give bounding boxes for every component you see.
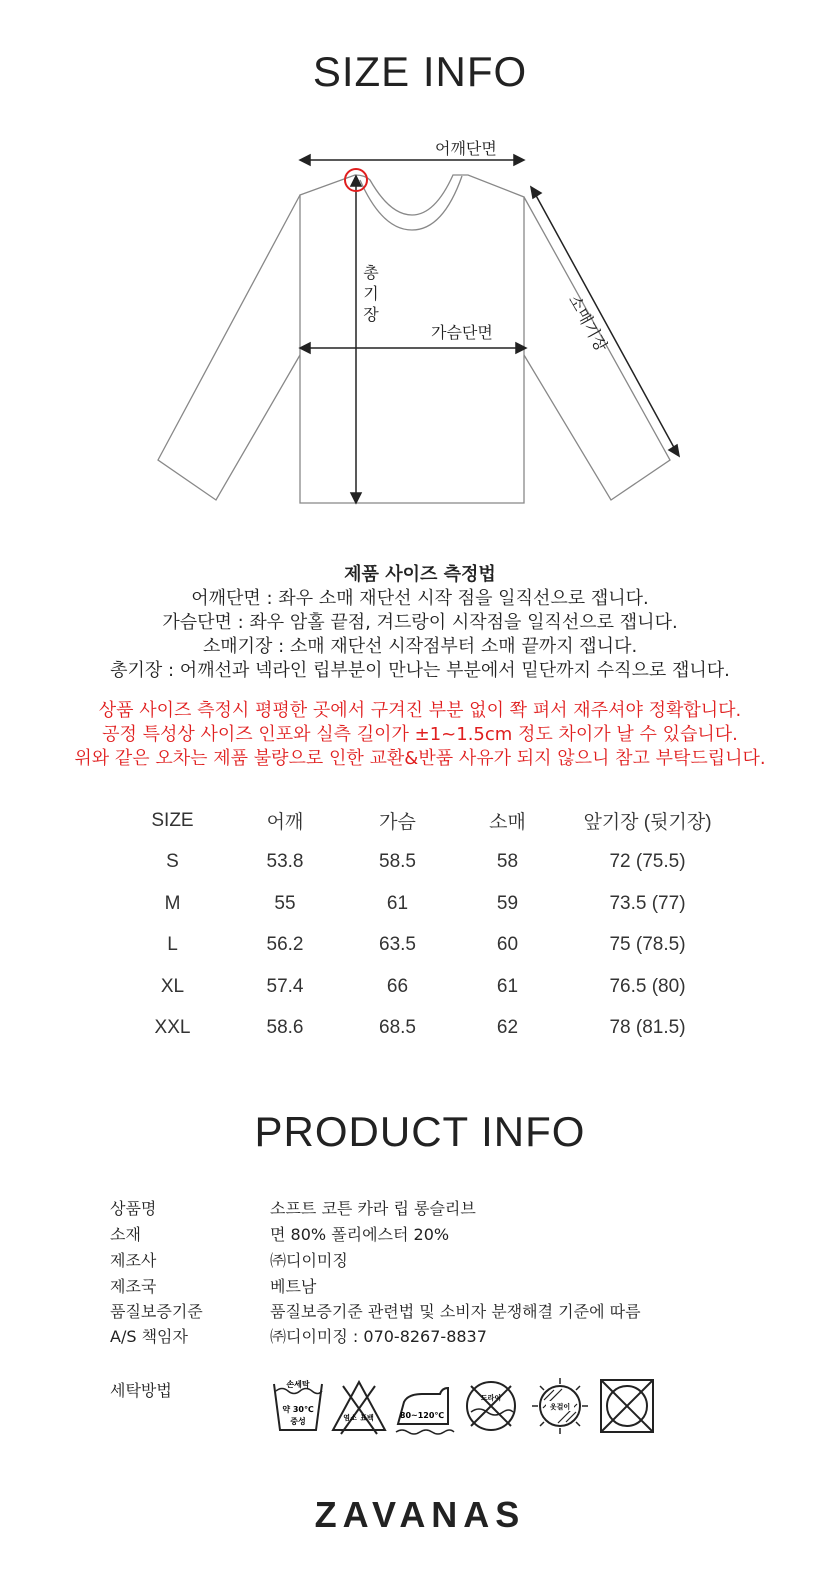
no-bleach-icon bbox=[329, 1376, 389, 1436]
table-cell: 58.6 bbox=[266, 1017, 304, 1039]
table-cell: 63.5 bbox=[379, 934, 416, 956]
table-row bbox=[115, 883, 735, 925]
table-cell: 66 bbox=[386, 975, 409, 997]
header-cell: 가슴 bbox=[379, 812, 416, 834]
shirt-outline bbox=[150, 140, 690, 510]
info-key: 제조사 bbox=[110, 1251, 157, 1270]
table-cell: 58 bbox=[496, 851, 519, 873]
header-cell: 소매 bbox=[489, 812, 526, 834]
info-value: 소프트 코튼 카라 립 롱슬리브 bbox=[270, 1199, 476, 1218]
info-value: ㈜디이미징 bbox=[270, 1251, 348, 1270]
info-value: 품질보증기준 관련법 및 소비자 분쟁해결 기준에 따름 bbox=[270, 1302, 641, 1321]
table-cell: 59 bbox=[496, 892, 519, 914]
care-text: 옷걸이 bbox=[549, 1403, 571, 1411]
table-cell: 62 bbox=[496, 1017, 519, 1039]
no-dry-clean-icon bbox=[461, 1376, 521, 1436]
size-table bbox=[115, 800, 735, 1049]
warning-line: 공정 특성상 사이즈 인포와 실측 길이가 ±1~1.5cm 정도 차이가 날 수 있습니다. bbox=[102, 724, 738, 745]
chest-label: 가슴단면 bbox=[431, 323, 493, 342]
measurement-method bbox=[0, 563, 840, 683]
table-cell: 61 bbox=[496, 975, 519, 997]
brand-logo: ZAVANAS bbox=[314, 1494, 526, 1535]
table-cell: 75 (78.5) bbox=[609, 934, 686, 956]
info-key: 상품명 bbox=[110, 1199, 157, 1218]
product-info-title: PRODUCT INFO bbox=[254, 1108, 586, 1155]
length-label-char: 총 bbox=[363, 263, 379, 282]
info-key: 품질보증기준 bbox=[110, 1302, 203, 1321]
length-label-char: 장 bbox=[363, 305, 379, 324]
no-tumble-dry-icon bbox=[597, 1376, 657, 1436]
size-table-header bbox=[115, 800, 735, 842]
care-label: 세탁방법 bbox=[110, 1381, 172, 1400]
method-line: 총기장 : 어깨선과 넥라인 립부분이 만나는 부분에서 밑단까지 수직으로 잽니다. bbox=[110, 660, 730, 681]
table-cell: 60 bbox=[496, 934, 519, 956]
measurement-diagram bbox=[150, 140, 690, 510]
hand-wash-30-icon bbox=[268, 1376, 328, 1436]
info-value: ㈜디이미징 : 070-8267-8837 bbox=[270, 1327, 487, 1346]
table-cell: 73.5 (77) bbox=[609, 892, 686, 914]
table-cell: XL bbox=[160, 975, 185, 997]
shoulder-label: 어깨단면 bbox=[435, 139, 497, 158]
length-label-char: 기 bbox=[363, 284, 379, 303]
table-cell: 72 (75.5) bbox=[609, 851, 686, 873]
warning-line: 상품 사이즈 측정시 평평한 곳에서 구겨진 부분 없이 쫙 펴서 재주셔야 정확합니다. bbox=[98, 700, 742, 721]
care-text: 약 30℃ bbox=[282, 1405, 314, 1414]
table-cell: M bbox=[164, 892, 181, 914]
no-sun-dry-icon bbox=[530, 1376, 590, 1436]
care-text: 염소 bbox=[343, 1414, 357, 1422]
table-cell: 61 bbox=[386, 892, 409, 914]
table-cell: 57.4 bbox=[266, 975, 304, 997]
header-cell: SIZE bbox=[151, 809, 194, 831]
table-cell: 56.2 bbox=[266, 934, 304, 956]
care-text: 중성 bbox=[290, 1417, 306, 1426]
measurement-warning bbox=[0, 699, 840, 771]
iron-80-120-icon bbox=[392, 1376, 456, 1436]
care-text: 드라이 bbox=[480, 1394, 502, 1402]
table-row bbox=[115, 1008, 735, 1050]
table-cell: 55 bbox=[274, 892, 296, 914]
sleeve-label: 소매기장 bbox=[564, 291, 612, 355]
info-key: A/S 책임자 bbox=[110, 1327, 188, 1346]
method-heading: 제품 사이즈 측정법 bbox=[344, 564, 496, 585]
table-cell: L bbox=[167, 934, 178, 956]
info-key: 소재 bbox=[110, 1225, 141, 1244]
size-info-title: SIZE INFO bbox=[312, 48, 528, 95]
table-row bbox=[115, 925, 735, 967]
table-cell: 58.5 bbox=[379, 851, 416, 873]
method-line: 소매기장 : 소매 재단선 시작점부터 소매 끝까지 잽니다. bbox=[202, 636, 638, 657]
table-row bbox=[115, 842, 735, 884]
care-text: 80~120℃ bbox=[399, 1411, 445, 1420]
table-cell: 76.5 (80) bbox=[609, 975, 686, 997]
table-row bbox=[115, 966, 735, 1008]
care-text: 손세탁 bbox=[286, 1380, 310, 1389]
method-line: 어깨단면 : 좌우 소매 재단선 시작 점을 일직선으로 잽니다. bbox=[191, 588, 649, 609]
header-cell: 어깨 bbox=[266, 812, 304, 834]
table-cell: S bbox=[166, 851, 179, 873]
info-key: 제조국 bbox=[110, 1277, 157, 1296]
table-cell: 53.8 bbox=[266, 851, 304, 873]
table-cell: XXL bbox=[154, 1017, 191, 1039]
care-text: 표백 bbox=[360, 1414, 374, 1422]
warning-line: 위와 같은 오차는 제품 불량으로 인한 교환&반품 사유가 되지 않으니 참고 부탁드립니다. bbox=[74, 748, 766, 769]
length-label bbox=[361, 262, 381, 325]
method-line: 가슴단면 : 좌우 암홀 끝점, 겨드랑이 시작점을 일직선으로 잽니다. bbox=[162, 612, 678, 633]
table-cell: 68.5 bbox=[379, 1017, 416, 1039]
info-value: 베트남 bbox=[270, 1277, 317, 1296]
header-cell: 앞기장 (뒷기장) bbox=[583, 812, 712, 834]
table-cell: 78 (81.5) bbox=[609, 1017, 686, 1039]
info-value: 면 80% 폴리에스터 20% bbox=[270, 1225, 450, 1244]
